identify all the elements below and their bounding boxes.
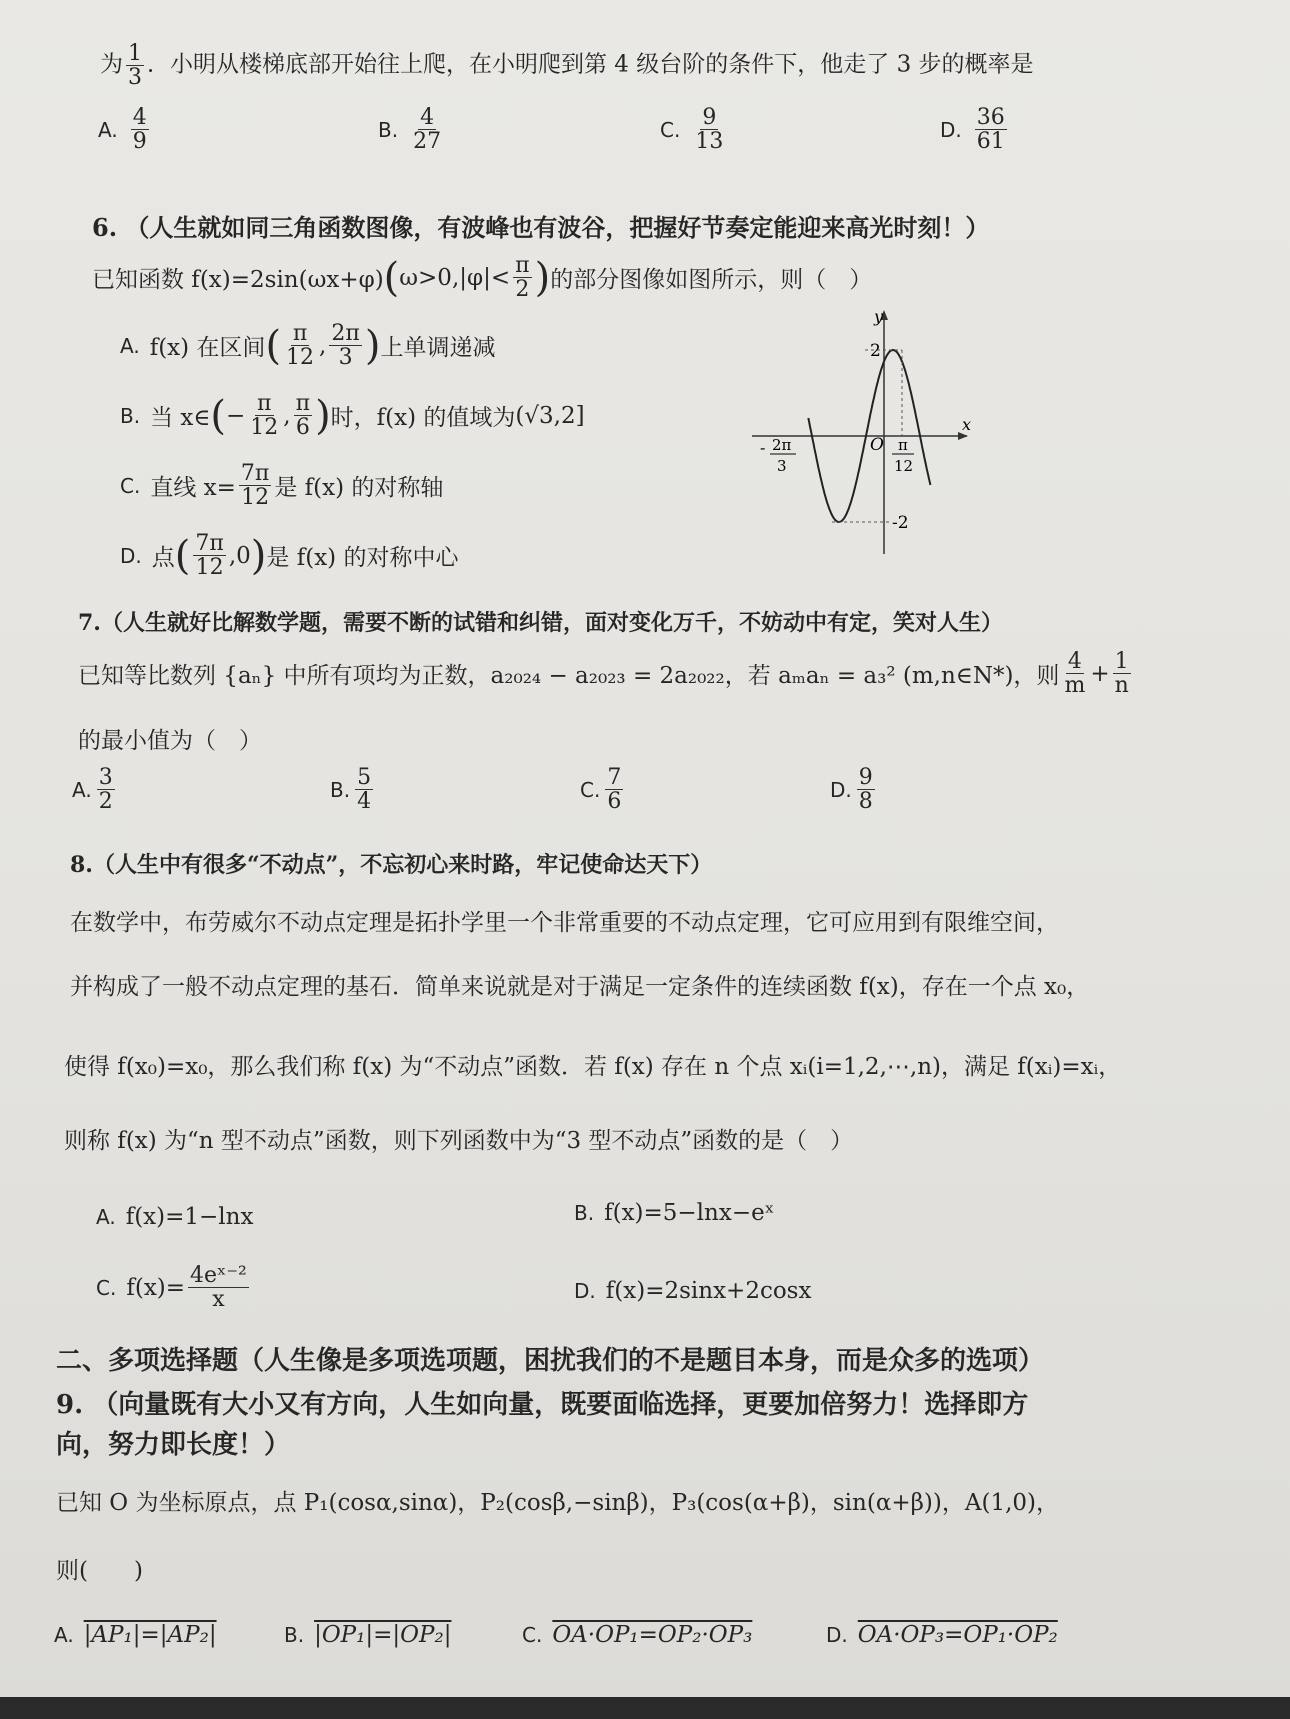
q9-option-c[interactable]: C. OA·OP₁=OP₂·OP₃ bbox=[522, 1622, 753, 1648]
q7-option-b[interactable]: B. $\frac{5}{4}$ bbox=[330, 765, 372, 815]
q8-option-b[interactable]: B. f(x)=5−lnx−eˣ bbox=[574, 1200, 775, 1226]
origin-label: O bbox=[870, 435, 884, 455]
x-left-sign: - bbox=[760, 438, 766, 457]
q5-option-c[interactable]: C. $\frac{9}{13}$ bbox=[660, 105, 724, 155]
q9-heading-line-1: 9. （向量既有大小又有方向，人生如向量，既要面临选择，更要加倍努力！选择即方 bbox=[56, 1390, 1029, 1420]
y-max-label: 2 bbox=[870, 341, 881, 361]
q9-option-d[interactable]: D. OA·OP₃=OP₁·OP₂ bbox=[826, 1622, 1058, 1648]
q6-sine-graph bbox=[752, 306, 972, 556]
q7-option-a[interactable]: A. $\frac{3}{2}$ bbox=[72, 765, 113, 815]
y-min-label: -2 bbox=[892, 513, 909, 533]
q5-lead-frac: $\frac{1}{3}$ bbox=[128, 41, 142, 91]
x-right-num: π bbox=[898, 436, 908, 454]
q9-option-b[interactable]: B. |OP₁|=|OP₂| bbox=[284, 1622, 452, 1648]
q5-text: ．小明从楼梯底部开始往上爬，在小明爬到第 4 级台阶的条件下，他走了 3 步的概率是 bbox=[147, 51, 1034, 78]
q8-line-2: 并构成了一般不动点定理的基石．简单来说就是对于满足一定条件的连续函数 f(x)，存在一个点 x₀， bbox=[70, 974, 1090, 1000]
q6-option-b[interactable]: B. 当 x∈ ( − $\frac{\pi}{12}$ , $\frac{\pi}{6}$ ) 时，f(x) 的值域为 (√3,2] bbox=[120, 391, 585, 441]
q5-option-b[interactable]: B. $\frac{4}{27}$ bbox=[378, 105, 442, 155]
q8-line-3: 使得 f(x₀)=x₀，那么我们称 f(x) 为“不动点”函数．若 f(x) 存在 n 个点 xᵢ(i=1,2,⋯,n)，满足 f(xᵢ)=xᵢ， bbox=[64, 1054, 1122, 1080]
q9-option-a[interactable]: A. |AP₁|=|AP₂| bbox=[54, 1622, 217, 1648]
q9-heading-line-2: 向，努力即长度！） bbox=[56, 1430, 291, 1460]
q6-option-a[interactable]: A. f(x) 在区间 ( $\frac{\pi}{12}$ , $\frac{2\pi}{3}$ ) 上单调递减 bbox=[120, 321, 496, 371]
q7-option-c[interactable]: C. $\frac{7}{6}$ bbox=[580, 765, 622, 815]
y-label: y bbox=[874, 307, 884, 326]
q8-option-c[interactable]: C. f(x)= $\frac{\text{4eˣ⁻²}}{x}$ bbox=[96, 1263, 247, 1313]
q8-heading: 8.（人生中有很多“不动点”，不忘初心来时路，牢记使命达天下） bbox=[70, 852, 713, 878]
q8-option-d[interactable]: D. f(x)=2sinx+2cosx bbox=[574, 1278, 812, 1304]
q7-heading: 7.（人生就好比解数学题，需要不断的试错和纠错，面对变化万千，不妨动中有定，笑对人生） bbox=[78, 610, 1003, 636]
q8-line-4: 则称 f(x) 为“n 型不动点”函数，则下列函数中为“3 型不动点”函数的是（ ） bbox=[64, 1128, 854, 1154]
q5-option-a[interactable]: A. $\frac{4}{9}$ bbox=[98, 105, 147, 155]
x-left-num: 2π bbox=[772, 436, 792, 454]
x-right-den: 12 bbox=[894, 457, 914, 475]
q9-stem: 已知 O 为坐标原点，点 P₁(cosα,sinα)，P₂(cosβ,−sinβ)，P₃(cos(α+β)，sin(α+β))，A(1,0)， bbox=[56, 1490, 1060, 1516]
q8-option-a[interactable]: A. f(x)=1−lnx bbox=[96, 1204, 254, 1230]
x-left-den: 3 bbox=[777, 457, 787, 475]
q7-option-d[interactable]: D. $\frac{9}{8}$ bbox=[830, 765, 873, 815]
q6-heading: 6. （人生就如同三角函数图像，有波峰也有波谷，把握好节奏定能迎来高光时刻！） bbox=[92, 213, 990, 242]
q9-then: 则( ) bbox=[56, 1558, 143, 1584]
q7-stem-end: 的最小值为（ ） bbox=[78, 728, 262, 754]
page-edge-shadow bbox=[0, 1697, 1290, 1719]
section-2-heading: 二、多项选择题（人生像是多项选项题，困扰我们的不是题目本身，而是众多的选项） bbox=[56, 1346, 1045, 1376]
q6-option-d[interactable]: D. 点 ( $\frac{7\pi}{12}$ ,0 ) 是 f(x) 的对称中心 bbox=[120, 531, 459, 581]
q6-option-c[interactable]: C. 直线 x= $\frac{7\pi}{12}$ 是 f(x) 的对称轴 bbox=[120, 461, 444, 511]
q5-option-d[interactable]: D. $\frac{36}{61}$ bbox=[940, 105, 1005, 155]
q5-lead: 为 bbox=[100, 51, 123, 78]
q8-line-1: 在数学中，布劳威尔不动点定理是拓扑学里一个非常重要的不动点定理，它可应用到有限维空间， bbox=[70, 910, 1059, 936]
q5-stem bbox=[100, 42, 1034, 89]
q6-stem: 已知函数 f(x)=2sin(ωx+φ) ( ω>0,|φ|< $\frac{\pi}{2}$ ) 的部分图像如图所示，则（ ） bbox=[92, 253, 873, 303]
x-label: x bbox=[962, 415, 972, 434]
q7-stem: 已知等比数列 {aₙ} 中所有项均为正数，a₂₀₂₄ − a₂₀₂₃ = 2a₂₀₂₂，若 aₘaₙ = a₃² (m,n∈N*)，则 $\frac{4}{m}$ + $\frac{1}{n}$ bbox=[78, 649, 1129, 699]
